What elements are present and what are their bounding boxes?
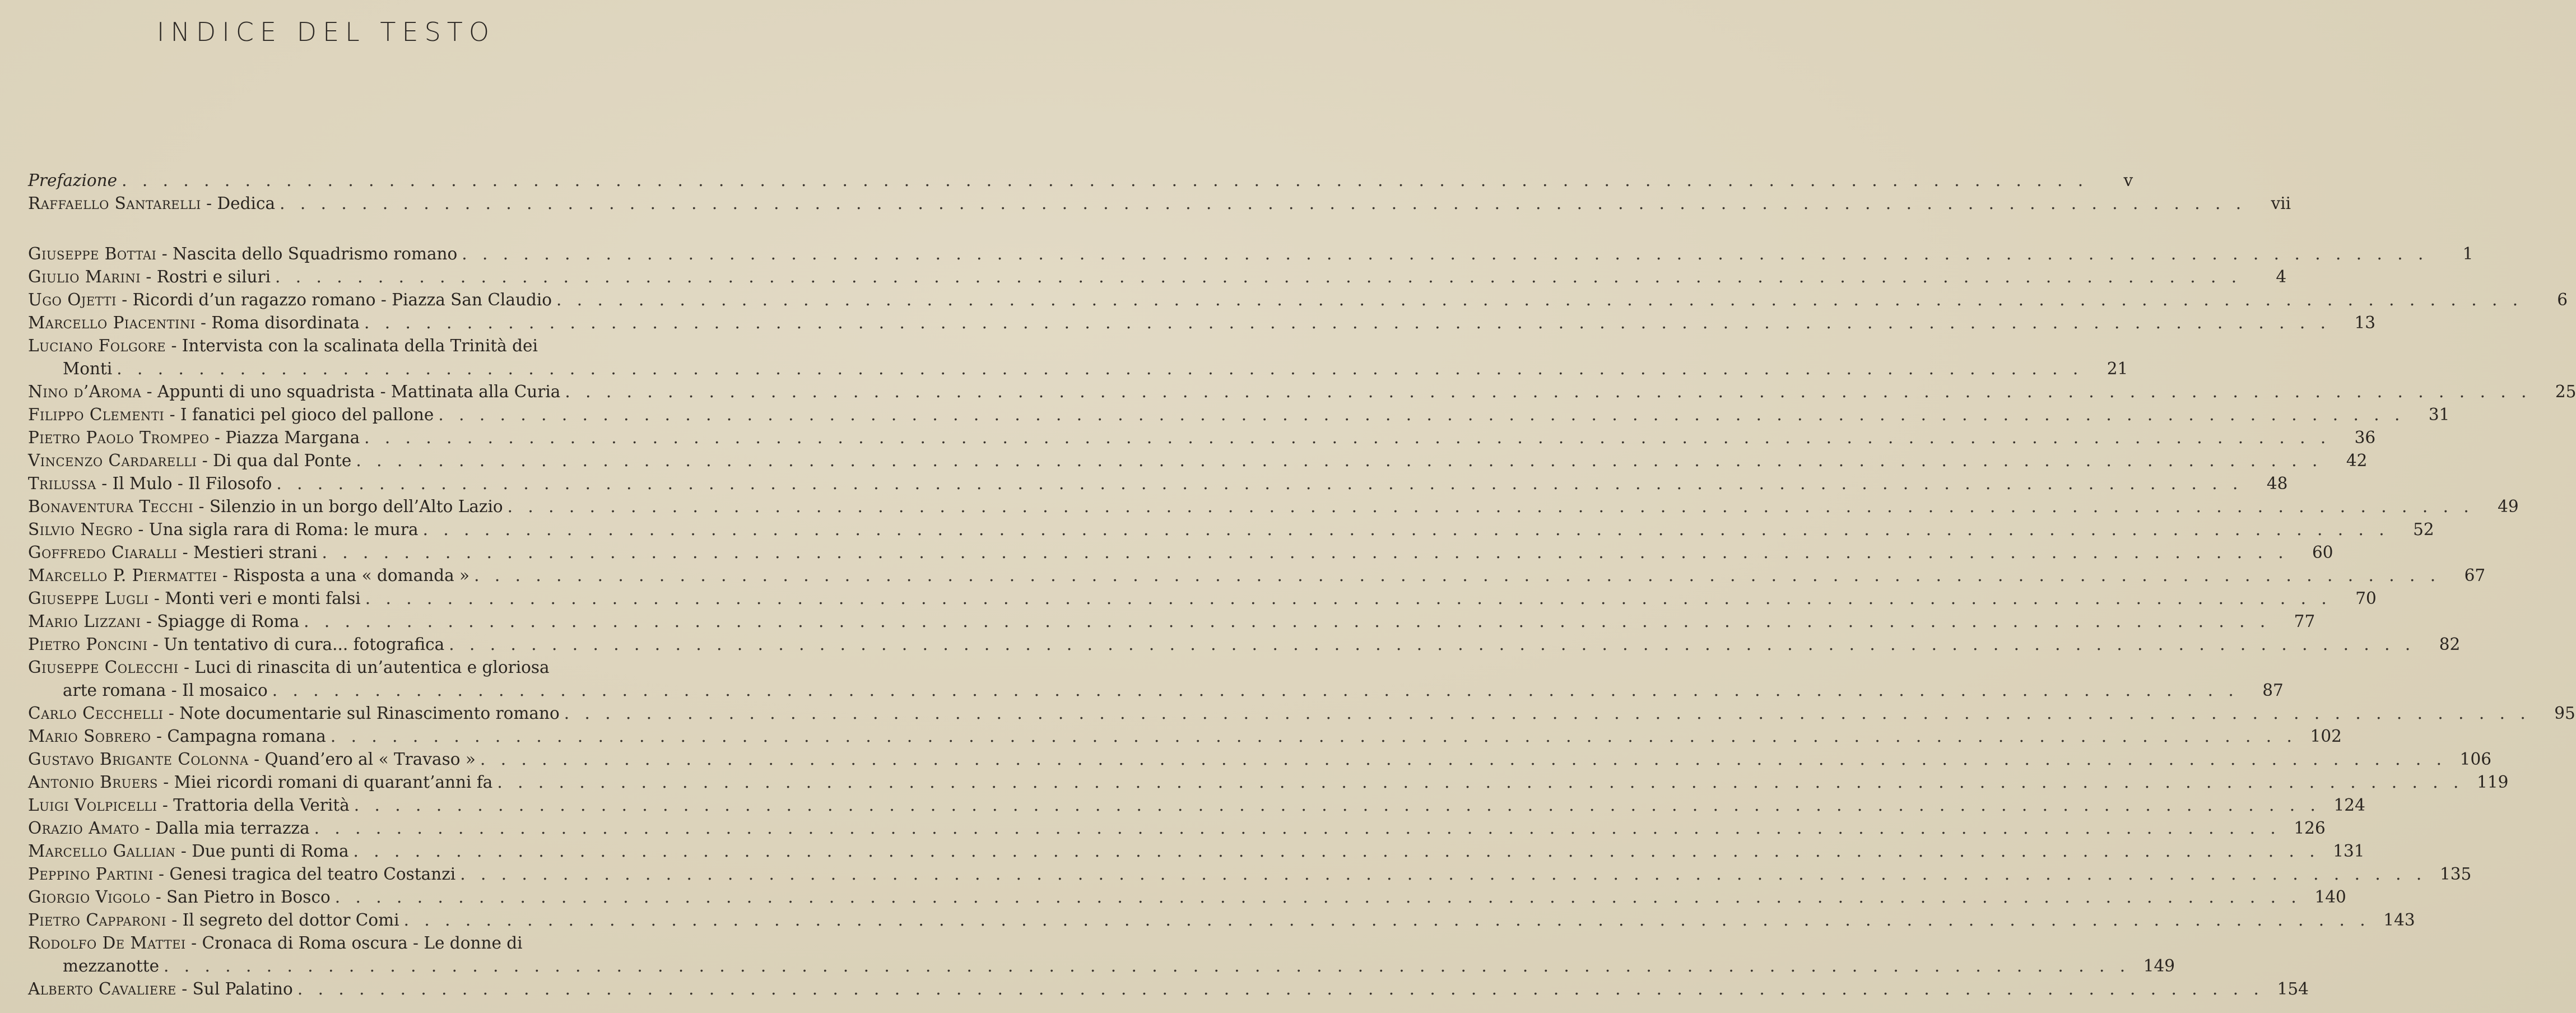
entry-separator: - (141, 267, 157, 286)
entry-author: Antonio Bruers (28, 773, 158, 792)
toc-entry (28, 587, 2377, 610)
entry-line (28, 472, 2288, 495)
leader-dots: . . . . . . . . . . . . . . . . . . . . . . . . . . . . . . . . . . . . . . . . . . . . . . . . . . . . . . . . . . . . . . . . . . . . . . . . . . . . . . . . . . . . . . . . . . . . . . . . (314, 819, 2281, 838)
entry-separator: - (157, 796, 174, 815)
entry-first-line (28, 656, 588, 679)
entry-title: Appunti di uno squadrista - Mattinata alla Curia (157, 382, 561, 401)
entry-line (28, 289, 2568, 312)
entry-author: Vincenzo Cardarelli (28, 451, 197, 470)
entry-author: Giuseppe Lugli (28, 589, 149, 608)
entry-line (28, 312, 2375, 334)
entry-author: Filippo Clementi (28, 405, 165, 424)
entry-author: Goffredo Ciaralli (28, 543, 178, 562)
entry-text (28, 564, 469, 587)
toc-entry (28, 403, 2450, 426)
entry-line (28, 978, 2309, 1001)
leader-dots: . . . . . . . . . . . . . . . . . . . . . . . . . . . . . . . . . . . . . . . . . . . . . . . . . . . . . . . . . . . . . . . . . . . . . . . . . . . . . . . . . . . . . . . . . . . . . . . . (276, 474, 2243, 493)
entry-page-number: 77 (2294, 612, 2315, 631)
entry-author: Nino d’Aroma (28, 382, 142, 401)
entry-line (28, 495, 2519, 518)
entry-text (28, 725, 326, 748)
entry-title: Monti veri e monti falsi (165, 589, 361, 608)
entry-page-number: 154 (2277, 979, 2309, 998)
entry-author: Pietro Paolo Trompeo (28, 428, 210, 447)
entry-title: Prefazione (28, 171, 118, 190)
entry-title: Cronaca di Roma oscura - Le donne di (202, 933, 523, 952)
leader-dots: . . . . . . . . . . . . . . . . . . . . . . . . . . . . . . . . . . . . . . . . . . . . . . . . . . . . . . . . . . . . . . . . . . . . . . . . . . . . . . . . . . . . . . . . . . . . . . . . (480, 750, 2447, 769)
entry-line (28, 771, 2509, 794)
toc-entry (28, 794, 2365, 817)
leader-dots: . . . . . . . . . . . . . . . . . . . . . . . . . . . . . . . . . . . . . . . . . . . . . . . . . . . . . . . . . . . . . . . . . . . . . . . . . . . . . . . . . . . . . . . . . . . . . . . . (164, 956, 2131, 975)
entry-separator: - (195, 313, 212, 332)
entry-page-number: 48 (2266, 474, 2288, 493)
entry-author: Luciano Folgore (28, 336, 166, 355)
entry-line (28, 702, 2575, 725)
entry-title: Genesi tragica del teatro Costanzi (169, 865, 456, 884)
toc-entry (28, 932, 2175, 978)
entry-title: I fanatici pel gioco del pallone (180, 405, 434, 424)
entry-last-line (28, 955, 2175, 978)
entry-page-number: 135 (2439, 865, 2472, 884)
entry-title: Spiagge di Roma (157, 612, 300, 631)
toc-entry (28, 978, 2309, 1001)
leader-dots: . . . . . . . . . . . . . . . . . . . . . . . . . . . . . . . . . . . . . . . . . . . . . . . . . . . . . . . . . . . . . . . . . . . . . . . . . . . . . . . . . . . . . . . . . . . . . . . . (556, 290, 2523, 309)
entry-separator: - (157, 773, 174, 792)
entry-page-number: 126 (2294, 819, 2326, 838)
entry-text (28, 289, 552, 312)
entry-text (28, 192, 275, 215)
entry-separator: - (185, 933, 202, 952)
leader-dots: . . . . . . . . . . . . . . . . . . . . . . . . . . . . . . . . . . . . . . . . . . . . . . . . . . . . . . . . . . . . . . . . . . . . . . . . . . . . . . . . . . . . . . . . . . . . . . . . (304, 612, 2271, 631)
entry-text (28, 312, 360, 334)
entry-title: Miei ricordi romani di quarant’anni fa (174, 773, 493, 792)
entry-page-number: 87 (2262, 681, 2284, 700)
entry-separator: - (163, 704, 180, 723)
entry-separator: - (217, 566, 234, 585)
entry-line (28, 169, 2133, 192)
toc-entry (28, 541, 2333, 564)
entry-author: Gustavo Brigante Colonna (28, 750, 249, 769)
entry-first-line (28, 334, 588, 357)
entry-title: Il segreto del dottor Comi (182, 910, 399, 930)
entry-title-continued: Monti (63, 359, 113, 378)
leader-dots: . . . . . . . . . . . . . . . . . . . . . . . . . . . . . . . . . . . . . . . . . . . . . . . . . . . . . . . . . . . . . . . . . . . . . . . . . . . . . . . . . . . . . . . . . . . . . . . . (272, 681, 2239, 700)
entry-author: Alberto Cavaliere (28, 979, 176, 998)
entry-separator: - (151, 727, 168, 746)
entry-author: Silvio Negro (28, 520, 133, 539)
toc-entry (28, 312, 2375, 334)
entry-author: Giuseppe Colecchi (28, 658, 179, 677)
entry-separator: - (156, 244, 173, 263)
entry-line (28, 748, 2491, 771)
leader-dots: . . . . . . . . . . . . . . . . . . . . . . . . . . . . . . . . . . . . . . . . . . . . . . . . . . . . . . . . . . . . . . . . . . . . . . . . . . . . . . . . . . . . . . . . . . . . . . . . (364, 313, 2331, 332)
entry-page-number: 82 (2439, 635, 2461, 654)
toc-entry (28, 380, 2576, 403)
entry-author: Marcello Piacentini (28, 313, 196, 332)
entry-title: Ricordi d’un ragazzo romano - Piazza San Claudio (132, 290, 552, 309)
leader-dots: . . . . . . . . . . . . . . . . . . . . . . . . . . . . . . . . . . . . . . . . . . . . . . . . . . . . . . . . . . . . . . . . . . . . . . . . . . . . . . . . . . . . . . . . . . . . . . . . (330, 727, 2297, 746)
toc-entry (28, 243, 2473, 266)
entry-line (28, 909, 2415, 932)
entry-line (28, 863, 2472, 886)
leader-dots: . . . . . . . . . . . . . . . . . . . . . . . . . . . . . . . . . . . . . . . . . . . . . . . . . . . . . . . . . . . . . . . . . . . . . . . . . . . . . . . . . . . . . . . . . . . . . . . . (564, 704, 2531, 723)
leader-dots: . . . . . . . . . . . . . . . . . . . . . . . . . . . . . . . . . . . . . . . . . . . . . . . . . . . . . . . . . . . . . . . . . . . . . . . . . . . . . . . . . . . . . . . . . . . . . . . . (449, 635, 2416, 654)
toc-entry (28, 817, 2326, 840)
entry-separator: - (193, 497, 210, 516)
entry-title: Campagna romana (167, 727, 326, 746)
entry-author: Bonaventura Tecchi (28, 497, 194, 516)
entry-title: Note documentarie sul Rinascimento romano (179, 704, 560, 723)
leader-dots: . . . . . . . . . . . . . . . . . . . . . . . . . . . . . . . . . . . . . . . . . . . . . . . . . . . . . . . . . . . . . . . . . . . . . . . . . . . . . . . . . . . . . . . . . . . . . . . . (322, 543, 2289, 562)
entry-text (28, 518, 419, 541)
entry-title: Roma disordinata (211, 313, 360, 332)
entry-line (28, 794, 2365, 817)
entry-title: Rostri e siluri (156, 267, 271, 286)
entry-line (28, 587, 2377, 610)
leader-dots: . . . . . . . . . . . . . . . . . . . . . . . . . . . . . . . . . . . . . . . . . . . . . . . . . . . . . . . . . . . . . . . . . . . . . . . . . . . . . . . . . . . . . . . . . . . . . . . . (474, 566, 2441, 585)
entry-text (28, 243, 457, 266)
toc-entry (28, 289, 2568, 312)
leader-dots: . . . . . . . . . . . . . . . . . . . . . . . . . . . . . . . . . . . . . . . . . . . . . . . . . . . . . . . . . . . . . . . . . . . . . . . . . . . . . . . . . . . . . . . . . . . . . . . . (275, 267, 2242, 286)
entry-separator: - (141, 382, 158, 401)
toc-entry (28, 449, 2368, 472)
entry-title: Sul Palatino (192, 979, 293, 998)
entry-title: Di qua dal Ponte (213, 451, 352, 470)
entry-page-number: 49 (2498, 497, 2519, 516)
entry-title: Nascita dello Squadrismo romano (173, 244, 458, 263)
toc-entry (28, 518, 2434, 541)
toc-entry (28, 863, 2472, 886)
leader-dots: . . . . . . . . . . . . . . . . . . . . . . . . . . . . . . . . . . . . . . . . . . . . . . . . . . . . . . . . . . . . . . . . . . . . . . . . . . . . . . . . . . . . . . . . . . . . . . . . (280, 194, 2247, 213)
entry-separator: - (96, 474, 113, 493)
entry-text (28, 840, 349, 863)
entry-line (28, 886, 2346, 909)
entry-title: Trattoria della Verità (173, 796, 350, 815)
leader-dots: . . . . . . . . . . . . . . . . . . . . . . . . . . . . . . . . . . . . . . . . . . . . . . . . . . . . . . . . . . . . . . . . . . . . . . . . . . . . . . . . . . . . . . . . . . . . . . . . (365, 589, 2332, 608)
entry-title: Silenzio in un borgo dell’Alto Lazio (209, 497, 503, 516)
entry-separator: - (116, 290, 133, 309)
entry-text (28, 978, 293, 1001)
leader-dots: . . . . . . . . . . . . . . . . . . . . . . . . . . . . . . . . . . . . . . . . . . . . . . . . . . . . . . . . . . . . . . . . . . . . . . . . . . . . . . . . . . . . . . . . . . . . . . . . (353, 842, 2320, 861)
entry-page-number: 21 (2107, 359, 2128, 378)
toc-entry (28, 656, 2284, 702)
entry-author: Peppino Partini (28, 865, 154, 884)
entry-title: San Pietro in Bosco (166, 887, 331, 907)
entry-author: Giuseppe Bottai (28, 244, 157, 263)
entry-text (28, 702, 560, 725)
entry-text (28, 610, 299, 633)
entry-text (28, 380, 560, 403)
leader-dots: . . . . . . . . . . . . . . . . . . . . . . . . . . . . . . . . . . . . . . . . . . . . . . . . . . . . . . . . . . . . . . . . . . . . . . . . . . . . . . . . . . . . . . . . . . . . . . . . (356, 451, 2323, 470)
entry-author: Mario Sobrero (28, 727, 151, 746)
leader-dots: . . . . . . . . . . . . . . . . . . . . . . . . . . . . . . . . . . . . . . . . . . . . . . . . . . . . . . . . . . . . . . . . . . . . . . . . . . . . . . . . . . . . . . . . . . . . . . . . (462, 244, 2429, 263)
entry-page-number: 95 (2554, 704, 2575, 723)
entry-author: Ugo Ojetti (28, 290, 117, 309)
entry-page-number: 52 (2413, 520, 2434, 539)
entry-line (28, 817, 2326, 840)
entry-text (28, 541, 318, 564)
entry-separator: - (177, 543, 193, 562)
entry-line (28, 426, 2376, 449)
entry-title: Dalla mia terrazza (155, 819, 310, 838)
leader-dots: . . . . . . . . . . . . . . . . . . . . . . . . . . . . . . . . . . . . . . . . . . . . . . . . . . . . . . . . . . . . . . . . . . . . . . . . . . . . . . . . . . . . . . . . . . . . . . . . (497, 773, 2464, 792)
entry-separator: - (153, 865, 170, 884)
leader-dots: . . . . . . . . . . . . . . . . . . . . . . . . . . . . . . . . . . . . . . . . . . . . . . . . . . . . . . . . . . . . . . . . . . . . . . . . . . . . . . . . . . . . . . . . . . . . . . . . (117, 359, 2084, 378)
entry-text (28, 266, 271, 289)
entry-title: Un tentativo di cura... fotografica (164, 635, 445, 654)
entry-last-line (28, 679, 2284, 702)
entry-text (28, 909, 399, 932)
entry-text (28, 886, 331, 909)
entry-page-number: 67 (2464, 566, 2486, 585)
entry-separator: - (197, 451, 213, 470)
leader-dots: . . . . . . . . . . . . . . . . . . . . . . . . . . . . . . . . . . . . . . . . . . . . . . . . . . . . . . . . . . . . . . . . . . . . . . . . . . . . . . . . . . . . . . . . . . . . . . . . (422, 520, 2389, 539)
entry-title: Una sigla rara di Roma: le mura (148, 520, 419, 539)
entry-line (28, 380, 2576, 403)
entry-page-number: 6 (2557, 290, 2568, 309)
entry-title: Il Mulo - Il Filosofo (112, 474, 272, 493)
entry-line (28, 633, 2461, 656)
entry-text (28, 169, 117, 192)
entry-title: Luci di rinascita di un’autentica e gloriosa (194, 658, 550, 677)
entry-line (28, 266, 2287, 289)
entry-page-number: v (2123, 171, 2133, 190)
toc-entry (28, 266, 2287, 289)
leader-dots: . . . . . . . . . . . . . . . . . . . . . . . . . . . . . . . . . . . . . . . . . . . . . . . . . . . . . . . . . . . . . . . . . . . . . . . . . . . . . . . . . . . . . . . . . . . . . . . . (460, 865, 2427, 884)
toc-entry (28, 702, 2575, 725)
entry-author: Giulio Marini (28, 267, 141, 286)
leader-dots: . . . . . . . . . . . . . . . . . . . . . . . . . . . . . . . . . . . . . . . . . . . . . . . . . . . . . . . . . . . . . . . . . . . . . . . . . . . . . . . . . . . . . . . . . . . . . . . . (122, 171, 2089, 190)
entry-author: Luigi Volpicelli (28, 796, 157, 815)
entry-title: Mestieri strani (193, 543, 318, 562)
entry-page-number: 106 (2459, 750, 2491, 769)
entry-line (28, 840, 2365, 863)
entry-text (28, 817, 310, 840)
leader-dots: . . . . . . . . . . . . . . . . . . . . . . . . . . . . . . . . . . . . . . . . . . . . . . . . . . . . . . . . . . . . . . . . . . . . . . . . . . . . . . . . . . . . . . . . . . . . . . . . (507, 497, 2474, 516)
entry-separator: - (147, 635, 164, 654)
entry-title-continued: mezzanotte (63, 956, 160, 975)
entry-line (28, 610, 2315, 633)
entry-page-number: 131 (2333, 842, 2365, 861)
table-of-contents (28, 169, 2576, 1001)
entry-separator: - (148, 589, 165, 608)
entry-page-number: 1 (2462, 244, 2473, 263)
entry-page-number: 149 (2143, 956, 2175, 975)
toc-entry (28, 334, 2128, 380)
leader-dots: . . . . . . . . . . . . . . . . . . . . . . . . . . . . . . . . . . . . . . . . . . . . . . . . . . . . . . . . . . . . . . . . . . . . . . . . . . . . . . . . . . . . . . . . . . . . . . . . (354, 796, 2321, 815)
leader-dots: . . . . . . . . . . . . . . . . . . . . . . . . . . . . . . . . . . . . . . . . . . . . . . . . . . . . . . . . . . . . . . . . . . . . . . . . . . . . . . . . . . . . . . . . . . . . . . . . (334, 887, 2301, 907)
entry-author: Orazio Amato (28, 819, 140, 838)
entry-separator: - (164, 405, 180, 424)
leader-dots: . . . . . . . . . . . . . . . . . . . . . . . . . . . . . . . . . . . . . . . . . . . . . . . . . . . . . . . . . . . . . . . . . . . . . . . . . . . . . . . . . . . . . . . . . . . . . . . . (565, 382, 2532, 401)
entry-author: Rodolfo De Mattei (28, 933, 186, 952)
entry-separator: - (176, 979, 193, 998)
entry-separator: - (139, 819, 156, 838)
entry-title: Piazza Margana (225, 428, 360, 447)
entry-page-number: 31 (2428, 405, 2450, 424)
entry-title: Risposta a una « domanda » (233, 566, 470, 585)
entry-line (28, 449, 2368, 472)
entry-separator: - (166, 910, 183, 930)
toc-entry (28, 169, 2133, 192)
entry-separator: - (166, 336, 182, 355)
entry-page-number: 70 (2355, 589, 2377, 608)
entry-page-number: 143 (2383, 910, 2415, 930)
toc-entry (28, 192, 2291, 215)
entry-author: Mario Lizzani (28, 612, 141, 631)
toc-entry (28, 564, 2486, 587)
entry-text (28, 495, 503, 518)
entry-page-number: 140 (2314, 887, 2346, 907)
toc-entry (28, 495, 2519, 518)
entry-line (28, 243, 2473, 266)
toc-entry (28, 840, 2365, 863)
entry-page-number: vii (2271, 194, 2291, 213)
entry-title: Intervista con la scalinata della Trinità dei (182, 336, 538, 355)
entry-separator: - (141, 612, 157, 631)
entry-line (28, 518, 2434, 541)
entry-text (28, 633, 444, 656)
toc-entry (28, 748, 2491, 771)
entry-page-number: 60 (2312, 543, 2333, 562)
entry-page-number: 42 (2346, 451, 2368, 470)
toc-entry (28, 472, 2288, 495)
entry-separator: - (175, 842, 192, 861)
toc-entry (28, 886, 2346, 909)
entry-title-continued: arte romana - Il mosaico (63, 681, 268, 700)
entry-author: Raffaello Santarelli (28, 194, 201, 213)
leader-dots: . . . . . . . . . . . . . . . . . . . . . . . . . . . . . . . . . . . . . . . . . . . . . . . . . . . . . . . . . . . . . . . . . . . . . . . . . . . . . . . . . . . . . . . . . . . . . . . . (403, 910, 2370, 930)
entry-last-line (28, 357, 2128, 380)
entry-line (28, 541, 2333, 564)
entry-line (28, 192, 2291, 215)
entry-text (28, 449, 351, 472)
toc-entry (28, 771, 2509, 794)
entry-first-line (28, 932, 588, 955)
page-title: INDICE DEL TESTO (156, 17, 496, 47)
entry-separator: - (178, 658, 195, 677)
entry-author: Carlo Cecchelli (28, 704, 164, 723)
entry-author: Pietro Poncini (28, 635, 148, 654)
entry-separator: - (150, 887, 167, 907)
entry-text (28, 472, 272, 495)
entry-title: Dedica (217, 194, 276, 213)
entry-author: Marcello P. Piermattei (28, 566, 217, 585)
entry-title: Quand’ero al « Travaso » (264, 750, 476, 769)
entry-separator: - (209, 428, 226, 447)
entry-title: Due punti di Roma (192, 842, 349, 861)
entry-text (28, 426, 360, 449)
entry-text (28, 771, 492, 794)
entry-text (28, 748, 476, 771)
entry-author: Marcello Gallian (28, 842, 176, 861)
toc-entry (28, 909, 2415, 932)
entry-page-number: 36 (2354, 428, 2376, 447)
leader-dots: . . . . . . . . . . . . . . . . . . . . . . . . . . . . . . . . . . . . . . . . . . . . . . . . . . . . . . . . . . . . . . . . . . . . . . . . . . . . . . . . . . . . . . . . . . . . . . . . (438, 405, 2405, 424)
entry-text (28, 587, 361, 610)
entry-separator: - (132, 520, 149, 539)
entry-separator: - (201, 194, 217, 213)
toc-entry (28, 725, 2342, 748)
entry-page-number: 124 (2333, 796, 2365, 815)
entry-text (28, 403, 434, 426)
toc-entry (28, 610, 2315, 633)
entry-page-number: 102 (2310, 727, 2342, 746)
toc-entry (28, 426, 2376, 449)
entry-author: Giorgio Vigolo (28, 887, 151, 907)
entry-line (28, 725, 2342, 748)
entry-page-number: 4 (2276, 267, 2287, 286)
toc-entry (28, 633, 2461, 656)
entry-author: Pietro Capparoni (28, 910, 166, 930)
entry-text (28, 794, 350, 817)
entry-text (28, 863, 455, 886)
entry-line (28, 403, 2450, 426)
leader-dots: . . . . . . . . . . . . . . . . . . . . . . . . . . . . . . . . . . . . . . . . . . . . . . . . . . . . . . . . . . . . . . . . . . . . . . . . . . . . . . . . . . . . . . . . . . . . . . . . (364, 428, 2331, 447)
entry-separator: - (248, 750, 265, 769)
entry-page-number: 13 (2354, 313, 2375, 332)
leader-dots: . . . . . . . . . . . . . . . . . . . . . . . . . . . . . . . . . . . . . . . . . . . . . . . . . . . . . . . . . . . . . . . . . . . . . . . . . . . . . . . . . . . . . . . . . . . . . . . . (297, 979, 2264, 998)
entry-line (28, 564, 2486, 587)
entry-page-number: 119 (2477, 773, 2509, 792)
entry-page-number: 25 (2555, 382, 2576, 401)
entry-author: Trilussa (28, 474, 96, 493)
